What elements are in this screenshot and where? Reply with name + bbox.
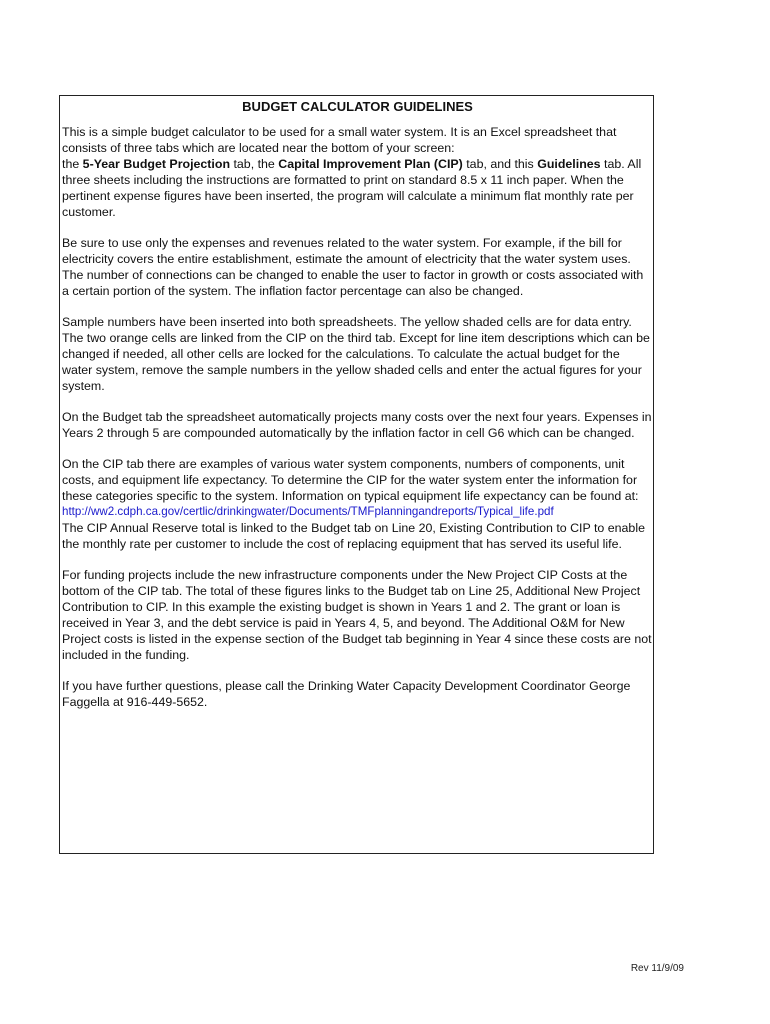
revision-date: Rev 11/9/09: [630, 963, 684, 974]
sample-numbers-paragraph: Sample numbers have been inserted into both spreadsheets. The yellow shaded cells are for data entry. The two orange cells are linked from the CIP on the third tab. Except for line item descriptions which can be changed if needed, all other cells are locked for the calculations. To calculate the actual budget for the water system, remove the sample numbers in the yellow shaded cells and enter the actual figures for your system.: [62, 315, 650, 393]
intro-text: tab, the: [230, 157, 279, 171]
intro-line: This is a simple budget calculator to be used for a small water system. It is an Excel spreadsheet that consists of three tabs which are located near the bottom of your screen:: [62, 125, 617, 155]
contact-paragraph: If you have further questions, please call the Drinking Water Capacity Development Coordinator George Faggella at 916-449-5652.: [62, 679, 631, 709]
guidelines-tab-name: Guidelines: [537, 157, 601, 171]
cip-reserve-text: The CIP Annual Reserve total is linked to the Budget tab on Line 20, Existing Contribution to CIP to enable the monthly rate per customer to include the cost of replacing equipment that has served its useful life.: [62, 521, 645, 551]
cip-tab-name: Capital Improvement Plan (CIP): [278, 157, 463, 171]
cip-tab-text: On the CIP tab there are examples of various water system components, numbers of components, unit costs, and equipment life expectancy. To determine the CIP for the water system enter the information for these categories specific to the system. Information on typical equipment life expectancy can be found at:: [62, 457, 639, 503]
intro-text: tab. All three sheets including the instructions are formatted to print on standard 8.5 x 11 inch paper. When the pertinent expense figures have been inserted, the program will calculate a minimum flat monthly rate per customer.: [62, 157, 642, 219]
expenses-paragraph: Be sure to use only the expenses and revenues related to the water system. For example, if the bill for electricity covers the entire establishment, estimate the amount of electricity that the water system uses. The number of connections can be changed to enable the user to factor in growth or costs associated with a certain portion of the system. The inflation factor percentage can also be changed.: [62, 236, 644, 298]
funding-paragraph: For funding projects include the new infrastructure components under the New Project CIP Costs at the bottom of the CIP tab. The total of these figures links to the Budget tab on Line 25, Additional New Project Contribution to CIP. In this example the existing budget is shown in Years 1 and 2. The grant or loan is received in Year 3, and the debt service is paid in Years 4, 5, and beyond. The Additional O&M for New Project costs is listed in the expense section of the Budget tab beginning in Year 4 since these costs are not included in the funding.: [62, 568, 652, 662]
budget-tab-paragraph: On the Budget tab the spreadsheet automatically projects many costs over the next four years. Expenses in Years 2 through 5 are compounded automatically by the inflation factor in cell G6 which can be changed.: [62, 410, 652, 440]
guidelines-box: [59, 95, 654, 854]
intro-text: tab, and this: [462, 157, 538, 171]
budget-tab-name: 5-Year Budget Projection: [82, 157, 231, 171]
page-title: BUDGET CALCULATOR GUIDELINES: [242, 99, 473, 114]
intro-text: the: [62, 157, 83, 171]
intro-paragraph: [62, 124, 653, 220]
cip-tab-paragraph: [62, 456, 653, 552]
typical-life-link[interactable]: http://ww2.cdph.ca.gov/certlic/drinkingwater/Documents/TMFplanningandreports/Typical_life.pdf: [62, 505, 554, 518]
